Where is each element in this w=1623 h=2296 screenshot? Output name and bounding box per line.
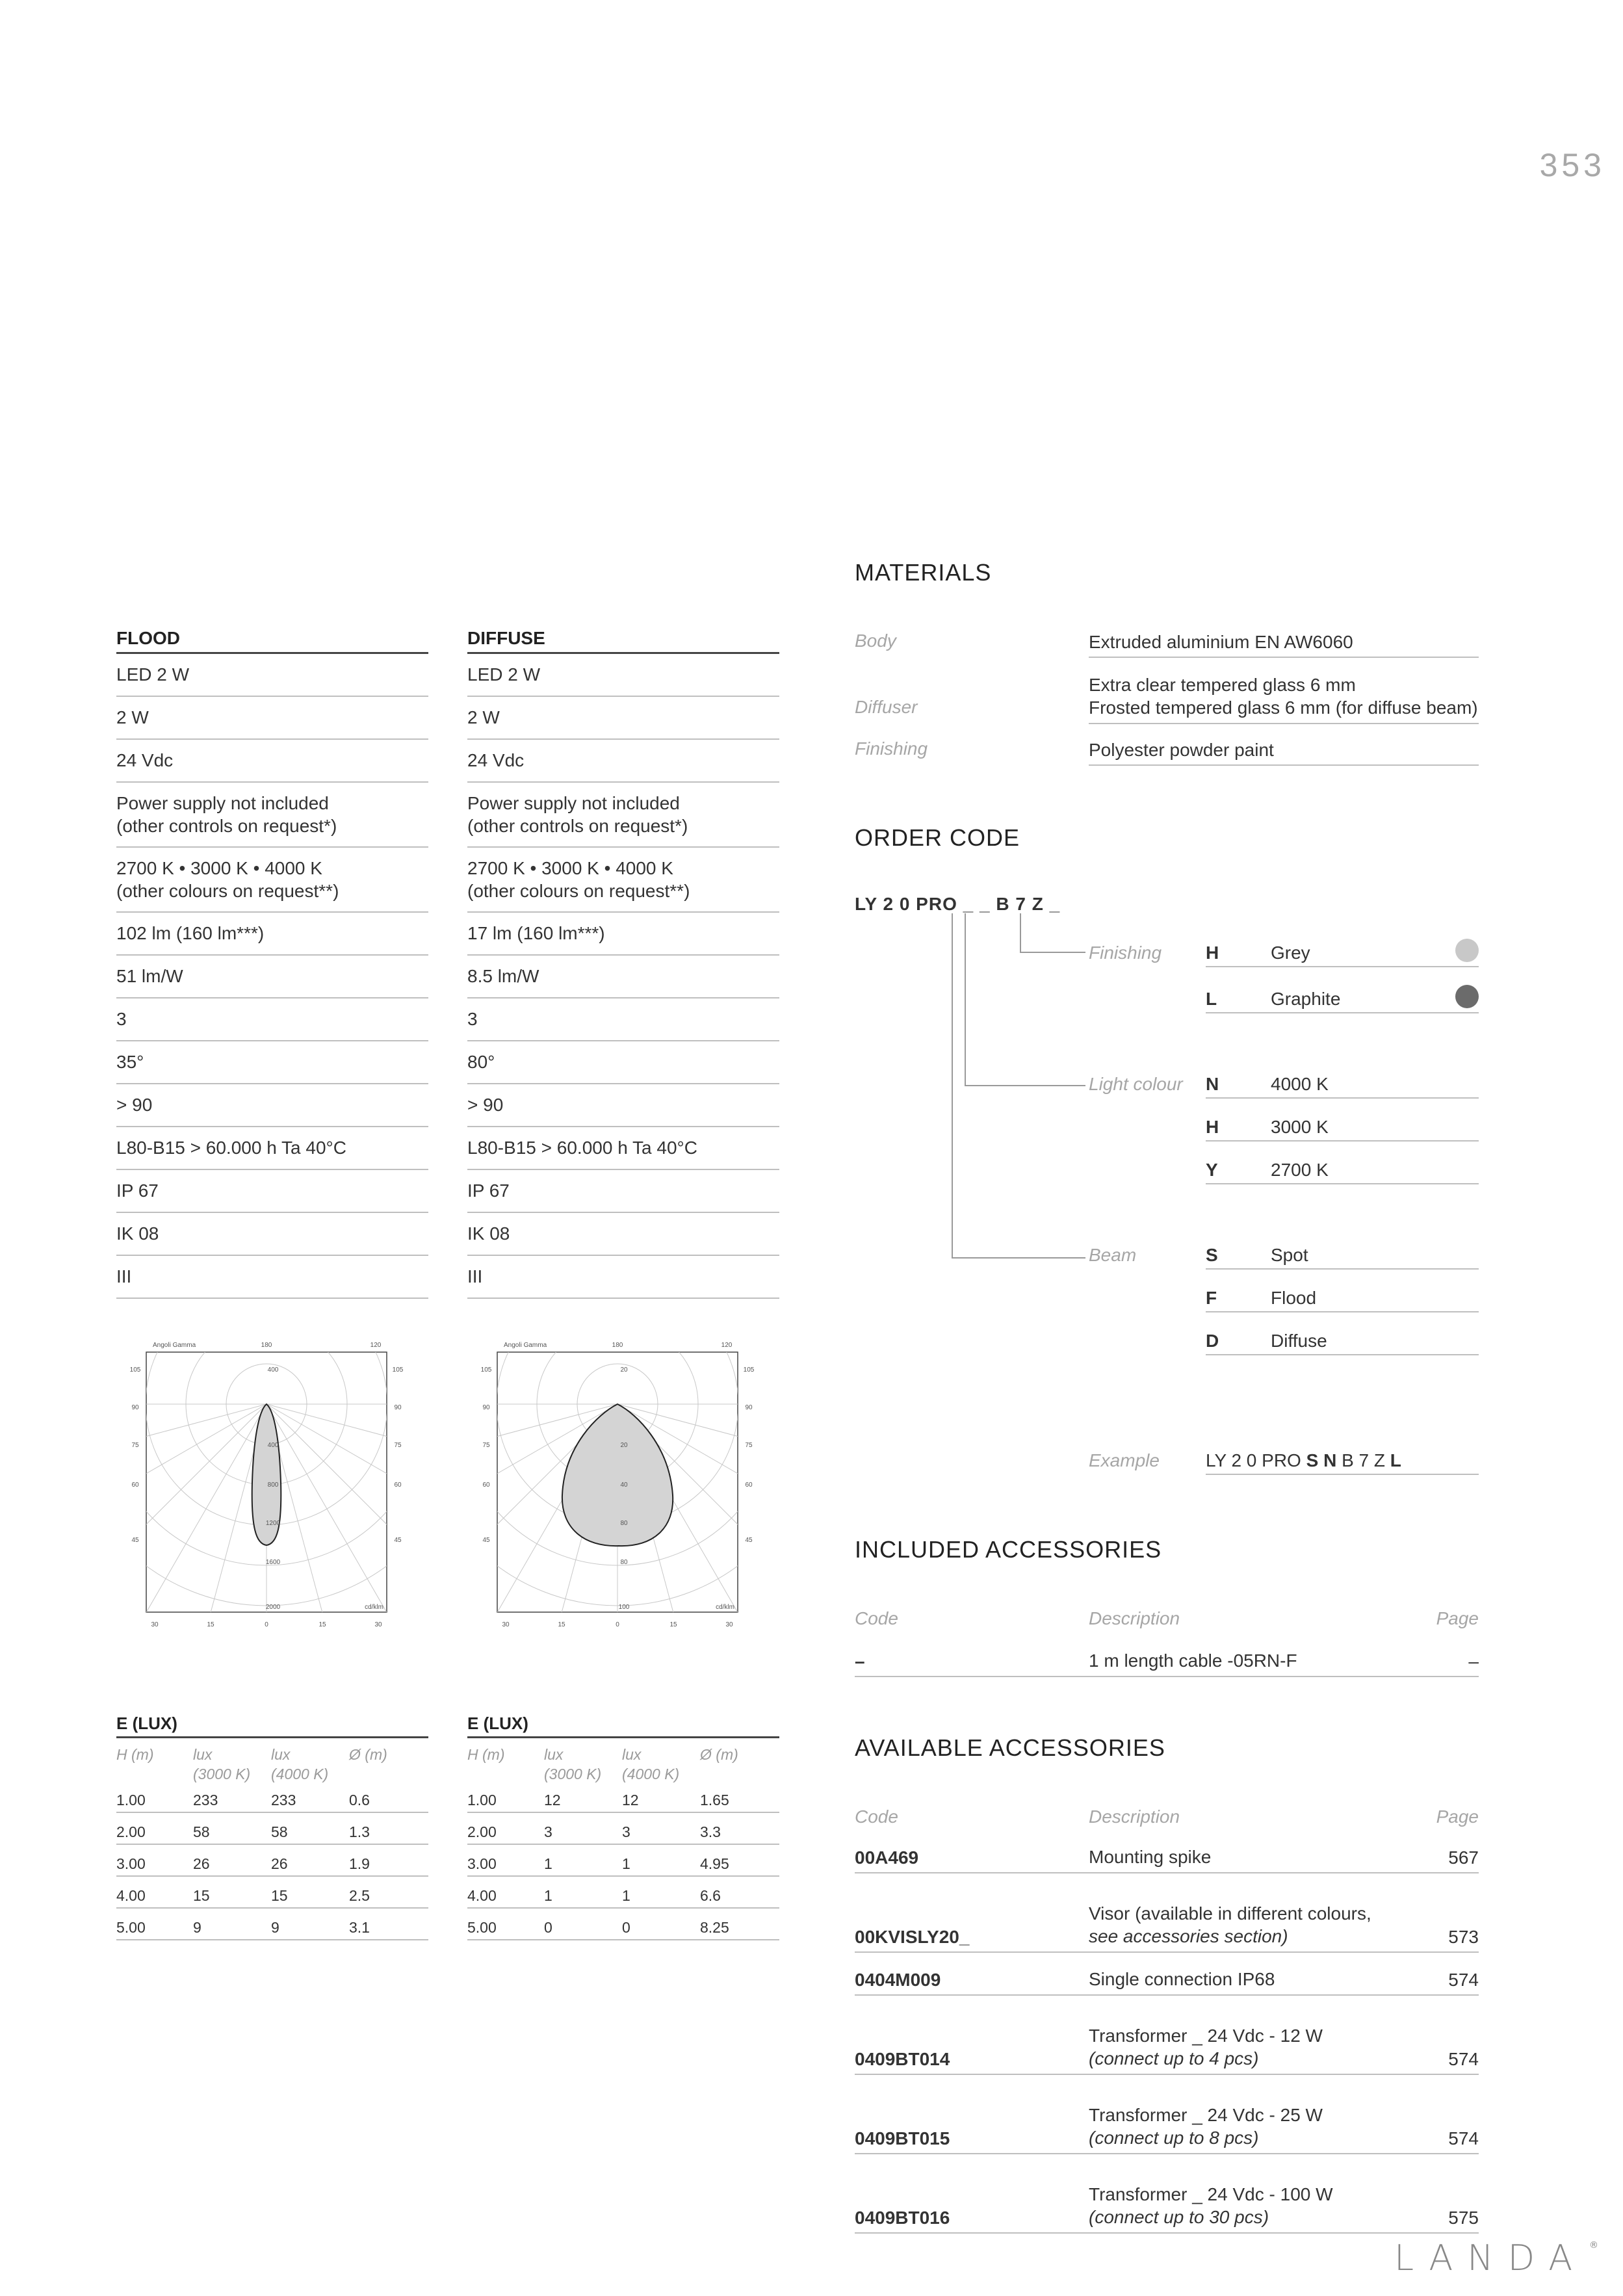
lux-cell: 4.95 [700, 1855, 729, 1872]
beam-option-spot [1206, 1245, 1479, 1270]
accessory-desc-line-2: (connect up to 4 pcs) [1089, 2048, 1259, 2068]
polar-label: 105 [480, 1366, 492, 1374]
accessory-row [855, 2010, 1479, 2075]
accessory-code: 0409BT016 [855, 2208, 950, 2228]
example-code-text [1206, 1450, 1401, 1471]
accessory-description [1089, 2183, 1333, 2228]
spec-row: Power supply not included (other controls on request*) [467, 783, 779, 848]
polar-label: 105 [392, 1366, 404, 1374]
polar-label: 30 [725, 1621, 733, 1628]
polar-label: 45 [394, 1537, 402, 1544]
accessory-row [855, 2089, 1479, 2154]
spec-row: 2700 K • 3000 K • 4000 K (other colours on request**) [467, 848, 779, 913]
spec-row: IP 67 [467, 1170, 779, 1213]
lux-header-diameter: Ø (m) [700, 1746, 738, 1763]
spec-row: L80-B15 > 60.000 h Ta 40°C [467, 1127, 779, 1170]
spec-row: 8.5 lm/W [467, 956, 779, 998]
lux-cell: 3 [622, 1823, 630, 1840]
lux-cell: 3.1 [349, 1919, 370, 1936]
lux-cell: 4.00 [116, 1887, 146, 1904]
lux-cell: 1.00 [467, 1792, 497, 1808]
lux-cell: 15 [271, 1887, 288, 1904]
included-row [855, 1649, 1479, 1677]
accessory-page: 573 [1448, 1927, 1479, 1947]
accessory-description [1089, 1846, 1211, 1868]
polar-label: 105 [743, 1366, 755, 1374]
lux-table-diffuse [467, 1710, 779, 1940]
lux-header-3000: lux (3000 K) [544, 1746, 602, 1782]
option-value: 4000 K [1271, 1074, 1329, 1094]
polar-label: 45 [482, 1537, 490, 1544]
spec-row: 102 lm (160 lm***) [116, 913, 428, 956]
materials-finishing-label: Finishing [855, 738, 928, 759]
accessory-code: 0404M009 [855, 1970, 941, 1990]
polar-label: 105 [129, 1366, 141, 1374]
available-header [855, 1807, 1479, 1833]
polar-label: 90 [745, 1404, 753, 1411]
polar-label: 90 [394, 1404, 402, 1411]
polar-label: 90 [131, 1404, 139, 1411]
polar-label: 0 [265, 1621, 268, 1628]
logo-text: LANDA [1394, 2237, 1587, 2278]
accessory-row [855, 2169, 1479, 2234]
lux-cell: 9 [193, 1919, 201, 1936]
lux-header-3000: lux (3000 K) [193, 1746, 251, 1782]
lux-header-4000: lux (4000 K) [271, 1746, 329, 1782]
accessory-description [1089, 1968, 1275, 1990]
spec-row: 35° [116, 1041, 428, 1084]
lux-diffuse-header [467, 1738, 779, 1781]
option-key: N [1206, 1074, 1219, 1094]
polar-label: 45 [131, 1537, 139, 1544]
spec-row: L80-B15 > 60.000 h Ta 40°C [116, 1127, 428, 1170]
lux-cell: 1 [544, 1855, 552, 1872]
spec-row: 2 W [116, 697, 428, 740]
accessory-page: 574 [1448, 2128, 1479, 2148]
polar-label: 60 [745, 1481, 753, 1489]
spec-row: LED 2 W [116, 654, 428, 697]
lux-cell: 1 [544, 1887, 552, 1904]
lux-cell: 1.9 [349, 1855, 370, 1872]
polar-label: 45 [745, 1537, 753, 1544]
order-code-connector-lines [936, 913, 1085, 1264]
spec-row: 24 Vdc [116, 740, 428, 783]
polar-label: 90 [482, 1404, 490, 1411]
lux-row [116, 1813, 428, 1845]
lux-cell: 4.00 [467, 1887, 497, 1904]
lux-cell: 1.3 [349, 1823, 370, 1840]
lux-cell: 0 [622, 1919, 630, 1936]
spec-row: 51 lm/W [116, 956, 428, 998]
diffuse-spec-column [467, 623, 779, 1299]
polar-label: 400 [267, 1442, 279, 1449]
option-key: F [1206, 1288, 1217, 1308]
accessory-description [1089, 2024, 1323, 2070]
lux-cell: 26 [193, 1855, 210, 1872]
accessory-page: 567 [1448, 1847, 1479, 1868]
lux-cell: 6.6 [700, 1887, 721, 1904]
included-header [855, 1608, 1479, 1634]
spec-row: 2700 K • 3000 K • 4000 K (other colours on request**) [116, 848, 428, 913]
spec-row: 2 W [467, 697, 779, 740]
flood-spec-column [116, 623, 428, 1299]
spec-row: 17 lm (160 lm***) [467, 913, 779, 956]
accessory-desc-line-1: Single connection IP68 [1089, 1969, 1275, 1989]
polar-label: 80 [620, 1559, 628, 1566]
page-number: 353 [1539, 147, 1605, 183]
lux-table-flood [116, 1710, 428, 1940]
example-code [1206, 1450, 1479, 1475]
spec-row: 3 [116, 998, 428, 1041]
lux-row [467, 1813, 779, 1845]
polar-label: Angoli Gamma [504, 1342, 547, 1349]
polar-label: 0 [616, 1621, 619, 1628]
polar-diagram-diffuse [474, 1333, 760, 1638]
polar-label: 1600 [265, 1559, 281, 1566]
accessory-row [855, 1845, 1479, 1873]
example-prefix: LY 2 0 PRO [1206, 1450, 1306, 1470]
option-key: D [1206, 1331, 1219, 1351]
polar-label: 30 [502, 1621, 510, 1628]
finishing-label: Finishing [1089, 943, 1162, 963]
accessory-description: 1 m length cable -05RN-F [1089, 1650, 1297, 1671]
polar-label: Angoli Gamma [153, 1342, 196, 1349]
spec-row: III [116, 1256, 428, 1299]
lux-row [116, 1909, 428, 1940]
lux-flood-title: E (LUX) [116, 1710, 428, 1738]
diffuse-title: DIFFUSE [467, 623, 779, 654]
materials-body-label: Body [855, 631, 896, 651]
accessory-page: 574 [1448, 2049, 1479, 2069]
polar-label: 100 [618, 1604, 630, 1611]
lux-row [467, 1781, 779, 1813]
accessory-desc-line-2: (connect up to 8 pcs) [1089, 2128, 1259, 2148]
lux-cell: 12 [622, 1792, 639, 1808]
spec-row: LED 2 W [467, 654, 779, 697]
materials-body-value: Extruded aluminium EN AW6060 [1089, 631, 1479, 658]
spec-row: IK 08 [116, 1213, 428, 1256]
option-key: Y [1206, 1160, 1218, 1180]
spec-row: Power supply not included (other controls on request*) [116, 783, 428, 848]
polar-label: cd/klm [365, 1604, 383, 1611]
option-value: 2700 K [1271, 1160, 1329, 1180]
polar-label: 75 [131, 1442, 139, 1449]
lux-cell: 8.25 [700, 1919, 729, 1936]
available-title: AVAILABLE ACCESSORIES [855, 1734, 1165, 1761]
lux-cell: 3.00 [467, 1855, 497, 1872]
polar-label: cd/klm [716, 1604, 734, 1611]
accessory-desc-line-1: Transformer _ 24 Vdc - 25 W [1089, 2105, 1323, 2125]
polar-label: 15 [318, 1621, 326, 1628]
lux-header-4000: lux (4000 K) [622, 1746, 680, 1782]
lux-cell: 1 [622, 1887, 630, 1904]
spec-row: 3 [467, 998, 779, 1041]
spec-row: III [467, 1256, 779, 1299]
finishing-option-graphite [1206, 989, 1479, 1013]
header-page: Page [1436, 1807, 1479, 1827]
beam-option-flood [1206, 1288, 1479, 1312]
materials-title: MATERIALS [855, 559, 992, 586]
accessory-code: 0409BT015 [855, 2128, 950, 2148]
lux-cell: 2.00 [116, 1823, 146, 1840]
lux-cell: 1 [622, 1855, 630, 1872]
accessory-description [1089, 2104, 1323, 2149]
light-colour-label: Light colour [1089, 1074, 1183, 1094]
lux-cell: 5.00 [467, 1919, 497, 1936]
accessory-desc-line-2: (connect up to 30 pcs) [1089, 2207, 1269, 2227]
lux-cell: 1.65 [700, 1792, 729, 1808]
lux-cell: 1.00 [116, 1792, 146, 1808]
option-value: Grey [1271, 943, 1310, 963]
polar-label: 60 [394, 1481, 402, 1489]
header-code: Code [855, 1807, 898, 1827]
light-colour-option-h [1206, 1117, 1479, 1141]
order-code-title: ORDER CODE [855, 824, 1020, 851]
spec-row: 80° [467, 1041, 779, 1084]
polar-label: 120 [721, 1342, 733, 1349]
lux-flood-header [116, 1738, 428, 1781]
lux-cell: 58 [193, 1823, 210, 1840]
materials-finishing-value: Polyester powder paint [1089, 738, 1479, 766]
polar-label: 180 [261, 1342, 272, 1349]
option-value: Spot [1271, 1245, 1308, 1265]
lux-cell: 15 [193, 1887, 210, 1904]
option-value: 3000 K [1271, 1117, 1329, 1137]
lux-cell: 233 [193, 1792, 218, 1808]
accessory-page: – [1468, 1651, 1479, 1671]
polar-label: 1200 [265, 1520, 281, 1527]
light-colour-option-y [1206, 1160, 1479, 1184]
materials-diffuser-value: Extra clear tempered glass 6 mm Frosted tempered glass 6 mm (for diffuse beam) [1089, 673, 1479, 724]
lux-cell: 2.5 [349, 1887, 370, 1904]
option-key: S [1206, 1245, 1218, 1265]
finishing-option-grey [1206, 943, 1479, 967]
materials-diffuser-label: Diffuser [855, 697, 918, 717]
lux-cell: 0 [544, 1919, 552, 1936]
polar-label: 80 [620, 1520, 628, 1527]
option-key: H [1206, 1117, 1219, 1137]
polar-label: 800 [267, 1481, 279, 1489]
polar-label: 180 [612, 1342, 623, 1349]
option-value: Diffuse [1271, 1331, 1327, 1351]
option-value: Graphite [1271, 989, 1341, 1009]
flood-title: FLOOD [116, 623, 428, 654]
accessory-row [855, 1888, 1479, 1953]
polar-label: 20 [620, 1442, 628, 1449]
accessory-code: 00A469 [855, 1847, 919, 1868]
logo-registered-mark: ® [1589, 2240, 1598, 2250]
polar-label: 120 [370, 1342, 382, 1349]
included-title: INCLUDED ACCESSORIES [855, 1536, 1162, 1563]
example-bold-1: S N [1306, 1450, 1337, 1470]
header-description: Description [1089, 1608, 1180, 1628]
lux-cell: 12 [544, 1792, 561, 1808]
spec-row: > 90 [116, 1084, 428, 1127]
lux-row [116, 1781, 428, 1813]
accessory-page: 575 [1448, 2208, 1479, 2228]
header-code: Code [855, 1608, 898, 1628]
accessory-code: 0409BT014 [855, 2049, 950, 2069]
beam-option-diffuse [1206, 1331, 1479, 1355]
accessory-row [855, 1967, 1479, 1996]
accessory-desc-line-1: Mounting spike [1089, 1847, 1212, 1867]
example-mid: B 7 Z [1336, 1450, 1390, 1470]
polar-label: 75 [745, 1442, 753, 1449]
lux-cell: 3 [544, 1823, 552, 1840]
lux-cell: 9 [271, 1919, 279, 1936]
accessory-desc-line-1: Transformer _ 24 Vdc - 100 W [1089, 2184, 1333, 2204]
polar-label: 30 [374, 1621, 382, 1628]
header-page: Page [1436, 1608, 1479, 1628]
spec-row: > 90 [467, 1084, 779, 1127]
option-key: L [1206, 989, 1217, 1009]
polar-label: 75 [482, 1442, 490, 1449]
lux-cell: 3.3 [700, 1823, 721, 1840]
accessory-desc-line-2: see accessories section) [1089, 1926, 1288, 1946]
polar-label: 30 [151, 1621, 159, 1628]
polar-label: 75 [394, 1442, 402, 1449]
polar-label: 15 [558, 1621, 565, 1628]
polar-label: 20 [620, 1366, 628, 1374]
accessory-desc-line-1: Transformer _ 24 Vdc - 12 W [1089, 2026, 1323, 2046]
lux-diffuse-title: E (LUX) [467, 1710, 779, 1738]
lux-cell: 26 [271, 1855, 288, 1872]
polar-label: 400 [267, 1366, 279, 1374]
lux-cell: 58 [271, 1823, 288, 1840]
polar-label: 40 [620, 1481, 628, 1489]
spec-row: 24 Vdc [467, 740, 779, 783]
header-description: Description [1089, 1807, 1180, 1827]
accessory-code: 00KVISLY20_ [855, 1927, 970, 1947]
accessory-desc-line-1: Visor (available in different colours, [1089, 1903, 1371, 1924]
polar-diagram-flood [123, 1333, 409, 1638]
accessory-description [1089, 1902, 1371, 1948]
polar-label: 60 [482, 1481, 490, 1489]
beam-label: Beam [1089, 1245, 1137, 1265]
lux-row [116, 1877, 428, 1909]
lux-row [116, 1845, 428, 1877]
spec-row: IK 08 [467, 1213, 779, 1256]
polar-label: 15 [669, 1621, 677, 1628]
accessory-code: – [855, 1651, 865, 1671]
option-value: Flood [1271, 1288, 1317, 1308]
lux-header-h: H (m) [467, 1746, 505, 1763]
lux-cell: 3.00 [116, 1855, 146, 1872]
polar-label: 60 [131, 1481, 139, 1489]
graphite-swatch [1455, 985, 1479, 1008]
spec-row: IP 67 [116, 1170, 428, 1213]
lux-header-diameter: Ø (m) [349, 1746, 387, 1763]
lux-row [467, 1877, 779, 1909]
lux-row [467, 1909, 779, 1940]
example-bold-2: L [1390, 1450, 1401, 1470]
polar-label: 2000 [265, 1604, 281, 1611]
option-key: H [1206, 943, 1219, 963]
lux-header-h: H (m) [116, 1746, 154, 1763]
example-label: Example [1089, 1450, 1160, 1470]
lux-cell: 0.6 [349, 1792, 370, 1808]
polar-label: 15 [207, 1621, 214, 1628]
lux-row [467, 1845, 779, 1877]
lux-cell: 233 [271, 1792, 296, 1808]
grey-swatch [1455, 939, 1479, 962]
lux-cell: 2.00 [467, 1823, 497, 1840]
lux-cell: 5.00 [116, 1919, 146, 1936]
order-code-string: LY 2 0 PRO _ _ B 7 Z _ [855, 894, 1061, 914]
accessory-page: 574 [1448, 1970, 1479, 1990]
light-colour-option-n [1206, 1074, 1479, 1099]
landa-logo [1394, 2236, 1602, 2282]
